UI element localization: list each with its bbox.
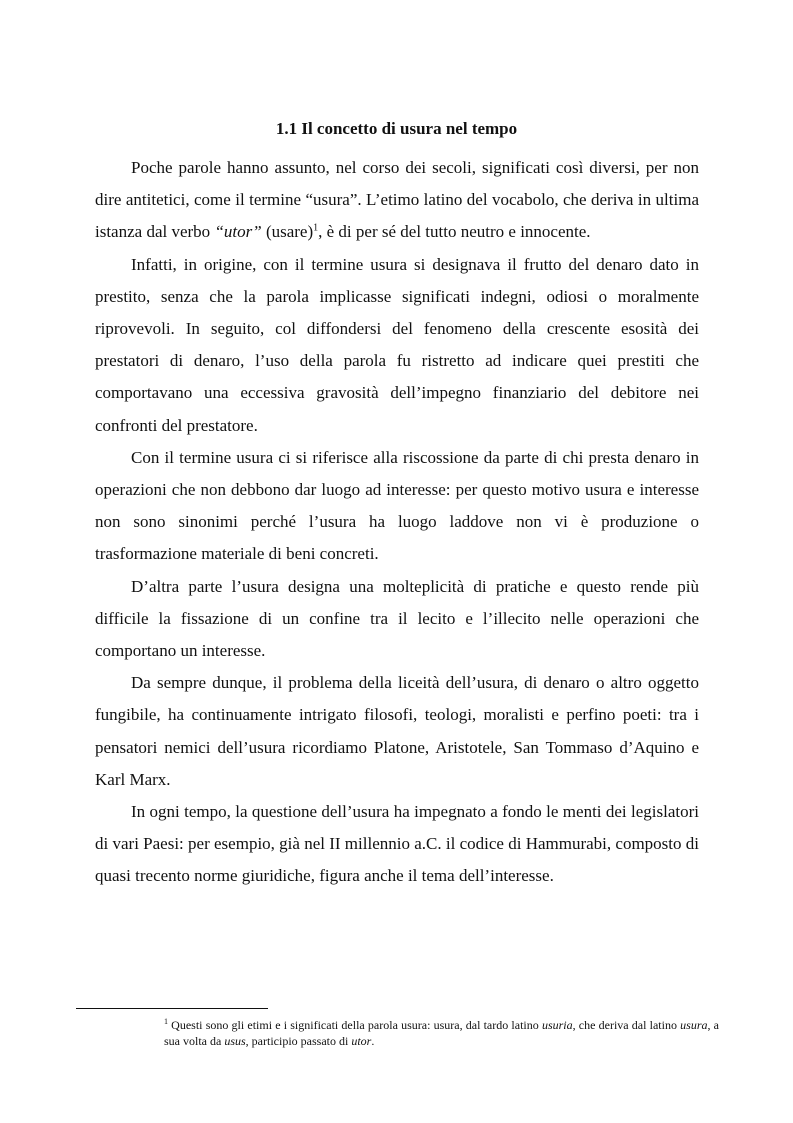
footnote-number: 1 — [164, 1017, 168, 1026]
paragraph-6: In ogni tempo, la questione dell’usura ha impegnato a fondo le menti dei legislatori di vari Paesi: per esempio, già nel II millennio a.C. il codice di Hammurabi, composto di quasi trecento norme giuridiche, figura anche il tema dell’interesse. — [95, 802, 699, 886]
body-text — [95, 152, 699, 893]
paragraph-3: Con il termine usura ci si riferisce alla riscossione da parte di chi presta denaro in operazioni che non debbono dar luogo ad interesse: per questo motivo usura e interesse non sono sinonimi perché l’usura ha luogo laddove non vi è produzione o trasformazione materiale di beni concreti. — [95, 447, 699, 564]
paragraph-1-text-b: (usare) — [261, 222, 314, 242]
footnote-term-usus: usus — [224, 1034, 246, 1048]
footnote-text-4: , participio passato di — [245, 1034, 352, 1048]
footnote-text-3: , a sua volta da — [164, 1018, 720, 1048]
section-heading: 1.1 Il concetto di usura nel tempo — [275, 119, 518, 138]
paragraph-1 — [95, 152, 699, 249]
footnote-term-usura: usura — [680, 1018, 708, 1032]
paragraph-1-emphasis: “utor” — [214, 222, 262, 242]
footnote-text-2: , che deriva dal latino — [572, 1018, 681, 1032]
footnote-term-usuria: usuria — [541, 1018, 573, 1032]
paragraph-5: Da sempre dunque, il problema della liceità dell’usura, di denaro o altro oggetto fungibile, ha continuamente intrigato filosofi, teologi, moralisti e perfino poeti: tra i pensatori nemici dell’usura ricordiamo Platone, Aristotele, San Tommaso d’Aquino e Karl Marx. — [95, 673, 699, 789]
paragraph-2: Infatti, in origine, con il termine usura si designava il frutto del denaro dato in prestito, senza che la parola implicasse significati indegni, odiosi o moralmente riprovevoli. In seguito, col diffondersi del fenomeno della crescente esosità dei prestatori di denaro, l’uso della parola fu ristretto ad indicare quei prestiti che comportavano una eccessiva gravosità dell’impegno finanziario del debitore nei confronti del prestatore. — [95, 254, 699, 435]
paragraph-4: D’altra parte l’usura designa una molteplicità di pratiche e questo rende più difficile la fissazione di un confine tra il lecito e l’illecito nelle operazioni che comportano un interesse. — [95, 576, 699, 661]
footnote-text-1: Questi sono gli etimi e i significati della parola usura: usura, dal tardo latino — [168, 1018, 542, 1032]
footnote-term-utor: utor — [351, 1034, 372, 1048]
footnote-text-5: . — [371, 1034, 375, 1048]
footnote-reference[interactable]: 1 — [313, 222, 319, 234]
footnote-1 — [164, 1017, 719, 1049]
footnote-separator — [76, 1008, 268, 1009]
paragraph-1-text-a: Poche parole hanno assunto, nel corso dei secoli, significati così diversi, per non dire antitetici, come il termine “usura”. L’etimo latino del vocabolo, che deriva in ultima istanza dal verbo — [95, 158, 699, 242]
paragraph-1-text-c: , è di per sé del tutto neutro e innocente. — [318, 222, 591, 242]
